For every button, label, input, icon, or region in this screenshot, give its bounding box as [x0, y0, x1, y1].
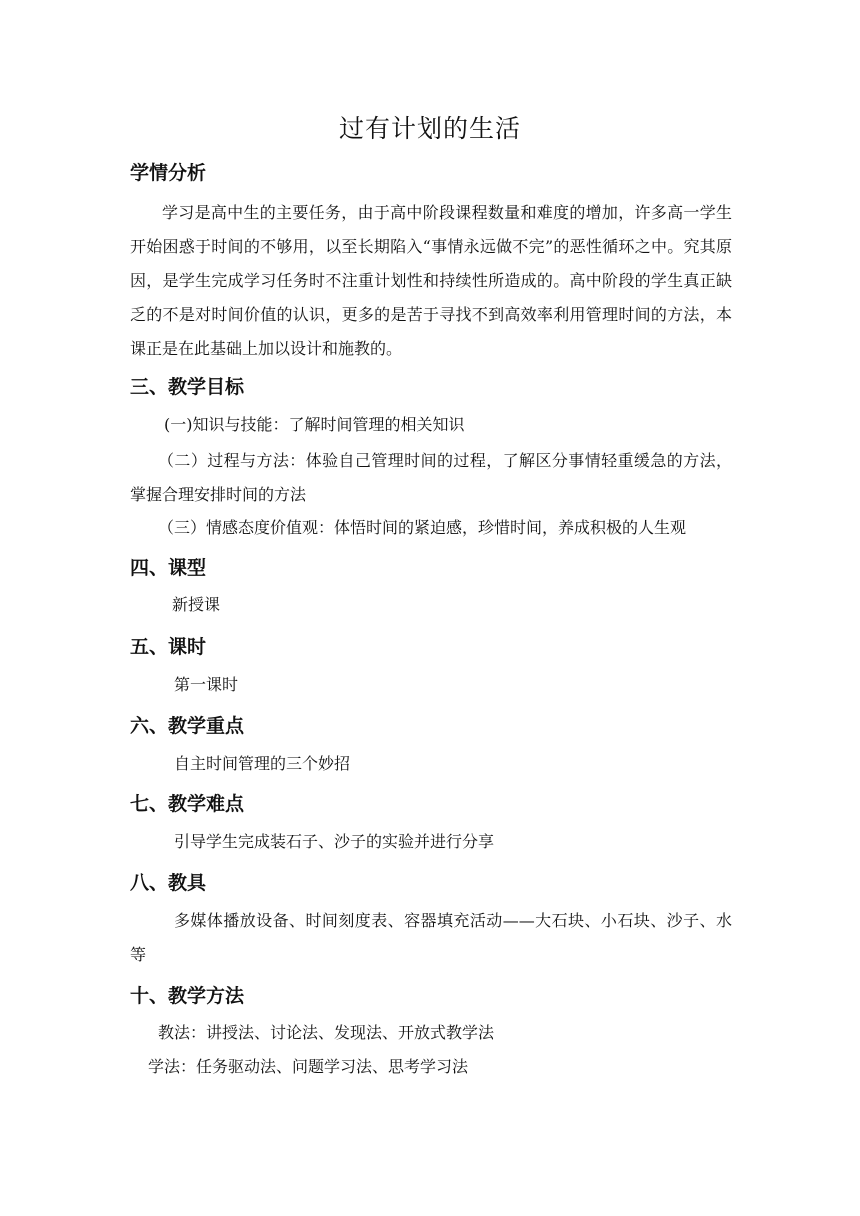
heading-focus: 六、教学重点: [130, 715, 245, 737]
heading-analysis: 学情分析: [130, 162, 207, 184]
methods-learning: 学法：任务驱动法、问题学习法、思考学习法: [148, 1057, 469, 1076]
heading-tools: 八、教具: [130, 872, 207, 894]
heading-difficulty: 七、教学难点: [130, 793, 245, 815]
type-text: 新授课: [172, 595, 221, 614]
period-text: 第一课时: [174, 675, 239, 694]
heading-goals: 三、教学目标: [130, 376, 245, 398]
methods-teaching: 教法：讲授法、讨论法、发现法、开放式教学法: [158, 1023, 495, 1042]
analysis-paragraph: 学习是高中生的主要任务，由于高中阶段课程数量和难度的增加，许多高一学生开始困惑于时间的不够用，以至长期陷入“事情永远做不完”的恶性循环之中。究其原因，是学生完成学习任务时不注重计划性和持续性所造成的。高中阶段的学生真正缺乏的不是对时间价值的认识，更多的是苦于寻找不到高效率利用管理时间的方法，本课正是在此基础上加以设计和施教的。: [130, 203, 732, 358]
focus-text: 自主时间管理的三个妙招: [174, 754, 351, 773]
heading-type: 四、课型: [130, 557, 207, 579]
tools-paragraph: 多媒体播放设备、时间刻度表、容器填充活动——大石块、小石块、沙子、水等: [130, 911, 732, 964]
heading-period: 五、课时: [130, 636, 207, 658]
goal-item-2: （二）过程与方法：体验自己管理时间的过程，了解区分事情轻重缓急的方法，掌握合理安排时间的方法: [130, 451, 732, 504]
difficulty-text: 引导学生完成装石子、沙子的实验并进行分享: [174, 832, 495, 851]
heading-methods: 十、教学方法: [130, 985, 245, 1007]
goal-item-1: (一)知识与技能：了解时间管理的相关知识: [164, 415, 465, 434]
page-title: 过有计划的生活: [338, 114, 521, 143]
goal-item-3: （三）情感态度价值观：体悟时间的紧迫感，珍惜时间，养成积极的人生观: [158, 518, 687, 537]
